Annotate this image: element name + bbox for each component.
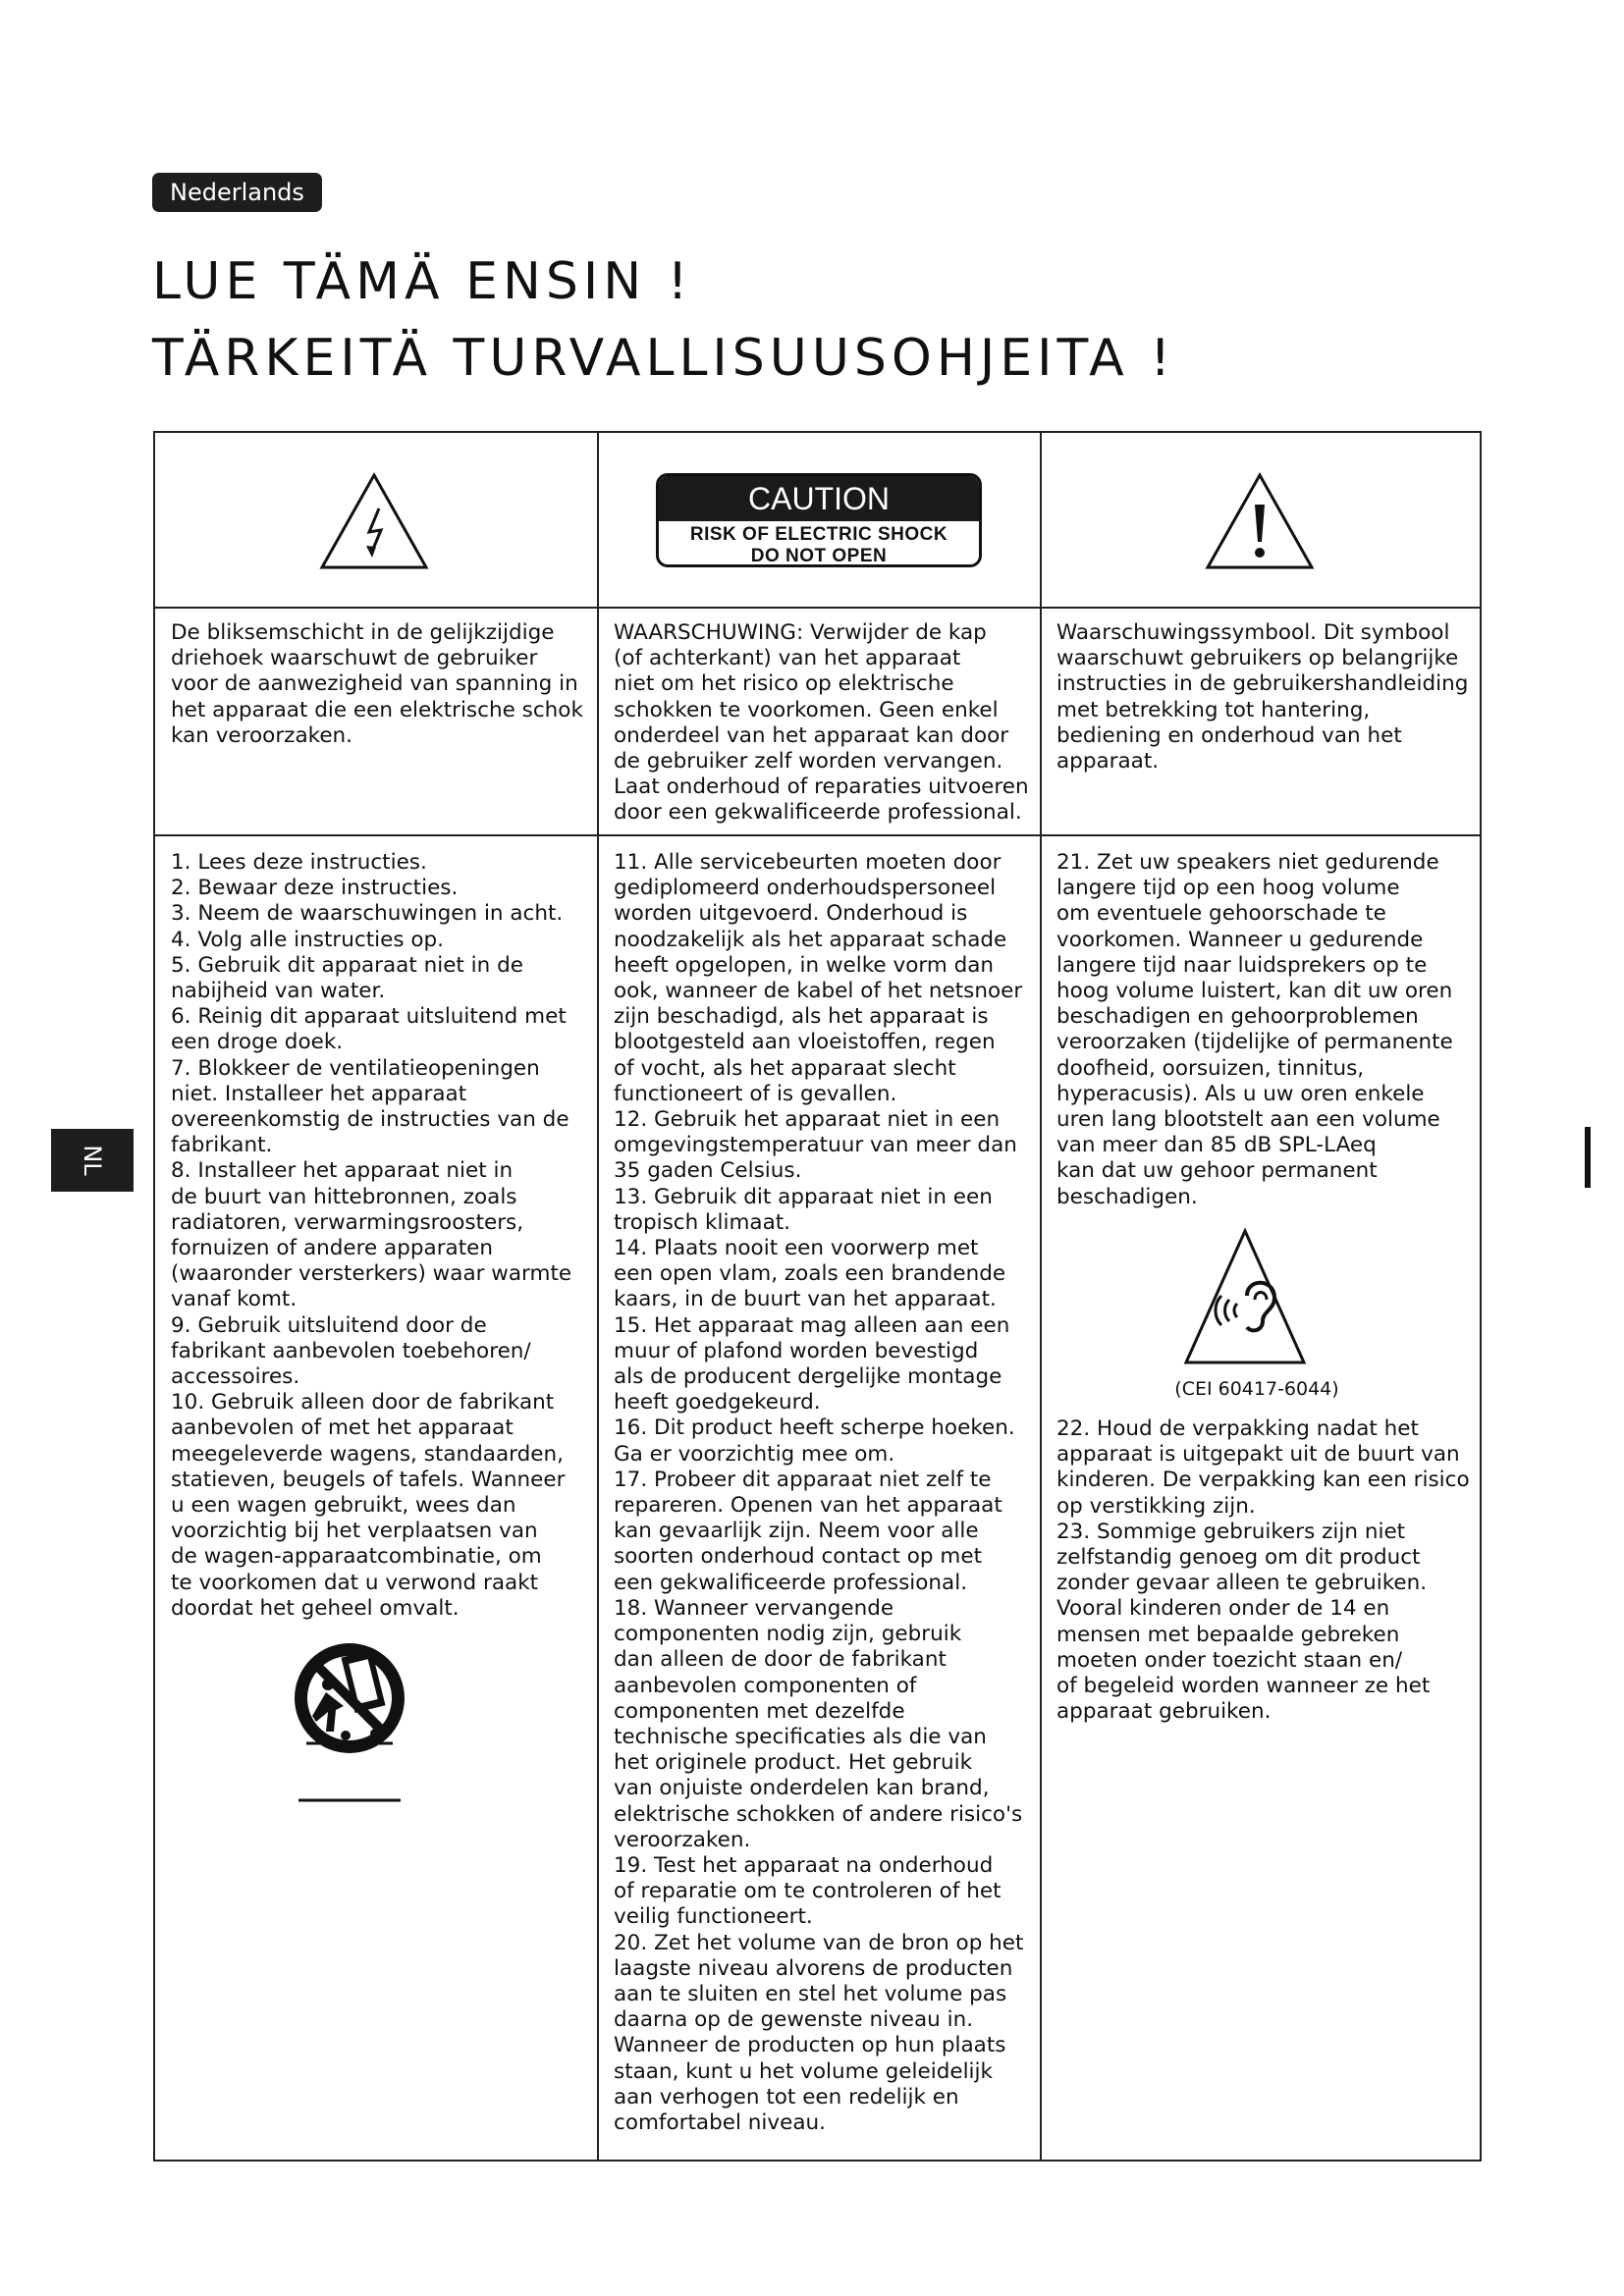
caution-line-1: RISK OF ELECTRIC SHOCK: [689, 524, 948, 545]
page-title: [152, 243, 1175, 397]
instructions-column-3-top: 21. Zet uw speakers niet gedurende langere tijd op een hoog volume om eventuele gehoorschade te voorkomen. Wanneer u gedurende langere tijd naar luidsprekers op te hoog volume luistert, kan dit uw oren beschadigen en gehoorproblemen veroorzaken (tijdelijke of permanente doofheid, oorsuizen, tinnitus, hyperacusis). Als u uw oren enkele uren lang blootstelt aan een volume van meer dan 85 dB SPL-LAeq kan dat uw gehoor permanent beschadigen.: [1056, 850, 1453, 1209]
language-badge: Nederlands: [152, 173, 322, 212]
warning-description: WAARSCHUWING: Verwijder de kap (of achterkant) van het apparaat niet om het risico op elektrische schokken te voorkomen. Geen enkel onderdeel van het apparaat kan door de gebruiker zelf worden vervangen. Laat onderhoud of reparaties uitvoeren door een gekwalificeerde professional.: [614, 620, 1029, 826]
row-divider: [155, 607, 1480, 609]
column-divider: [597, 433, 599, 2160]
row-divider: [155, 834, 1480, 836]
exclamation-description: Waarschuwingssymbool. Dit symbool waarschuwt gebruikers op belangrijke instructies in de gebruikershandleiding met betrekking tot hantering, bediening en onderhoud van het apparaat.: [1056, 620, 1469, 774]
cart-tipover-warning-icon: [287, 1633, 412, 1804]
lightning-warning-icon: [316, 469, 432, 573]
instructions-column-2: 11. Alle servicebeurten moeten door gediplomeerd onderhoudspersoneel worden uitgevoerd. Onderhoud is noodzakelijk als het apparaat schade heeft opgelopen, in welke vorm dan ook, wanneer de kabel of het netsnoer zijn beschadigd, als het apparaat is blootgesteld aan vloeistoffen, regen of vocht, als het apparaat slecht functioneert of is gevallen. 12. Gebruik het apparaat niet in een omgevingstemperatuur van meer dan 35 gaden Celsius. 13. Gebruik dit apparaat niet in een tropisch klimaat. 14. Plaats nooit een voorwerp met een open vlam, zoals een brandende kaars, in de buurt van het apparaat. 15. Het apparaat mag alleen aan een muur of plafond worden bevestigd als de producent dergelijke montage heeft goedgekeurd. 16. Dit product heeft scherpe hoeken. Ga er voorzichtig mee om. 17. Probeer dit apparaat niet zelf te repareren. Openen van het apparaat kan gevaarlijk zijn. Neem voor alle soorten onderhoud contact op met een gekwalificeerde professional. 18. Wanneer vervangende componenten nodig zijn, gebruik dan alleen de door de fabrikant aanbevolen componenten of componenten met dezelfde technische specificaties als die van het originele product. Het gebruik van onjuiste onderdelen kan brand, elektrische schokken of andere risico's veroorzaken. 19. Test het apparaat na onderhoud of reparatie om te controleren of het veilig functioneert. 20. Zet het volume van de bron op het laagste niveau alvorens de producten aan te sluiten en stel het volume pas daarna op de gewenste niveau in. Wanneer de producten op hun plaats staan, kunt u het volume geleidelijk aan verhogen tot een redelijk en comfortabel niveau.: [614, 850, 1024, 2135]
instructions-column-3-bottom: 22. Houd de verpakking nadat het apparaat is uitgepakt uit de buurt van kinderen. De verpakking kan een risico op verstikking zijn. 23. Sommige gebruikers zijn niet zelfstandig genoeg om dit product zonder gevaar alleen te gebruiken. Vooral kinderen onder de 14 en mensen met bepaalde gebreken moeten onder toezicht staan en/ of begeleid worden wanneer ze het apparaat gebruiken.: [1056, 1416, 1470, 1725]
iec-standard-label: (CEI 60417-6044): [1174, 1378, 1339, 1400]
caution-label: [656, 473, 982, 567]
hearing-damage-warning-icon: [1180, 1225, 1310, 1372]
side-language-tab: [51, 1129, 134, 1192]
exclamation-warning-icon: [1202, 469, 1318, 573]
page-edge-marker: [1585, 1127, 1591, 1188]
instructions-column-1: 1. Lees deze instructies. 2. Bewaar deze instructies. 3. Neem de waarschuwingen in acht. 4. Volg alle instructies op. 5. Gebruik dit apparaat niet in de nabijheid van water. 6. Reinig dit apparaat uitsluitend met een droge doek. 7. Blokkeer de ventilatieopeningen niet. Installeer het apparaat overeenkomstig de instructies van de fabrikant. 8. Installeer het apparaat niet in de buurt van hittebronnen, zoals radiatoren, verwarmingsroosters, fornuizen of andere apparaten (waaronder versterkers) waar warmte vanaf komt. 9. Gebruik uitsluitend door de fabrikant aanbevolen toebehoren/ accessoires. 10. Gebruik alleen door de fabrikant aanbevolen of met het apparaat meegeleverde wagens, standaarden, statieven, beugels of tafels. Wanneer u een wagen gebruikt, wees dan voorzichtig bij het verplaatsen van de wagen-apparaatcombinatie, om te voorkomen dat u verwond raakt doordat het geheel omvalt.: [171, 850, 572, 1621]
side-language-label: NL: [79, 1145, 106, 1176]
caution-line-2: DO NOT OPEN: [750, 546, 888, 566]
lightning-description: De bliksemschicht in de gelijkzijdige driehoek waarschuwt de gebruiker voor de aanwezigheid van spanning in het apparaat die een elektrische schok kan veroorzaken.: [171, 620, 583, 748]
title-line-2: TÄRKEITÄ TURVALLISUUSOHJEITA !: [152, 329, 1176, 388]
caution-heading: CAUTION: [659, 476, 979, 521]
title-line-1: LUE TÄMÄ ENSIN !: [152, 252, 693, 311]
